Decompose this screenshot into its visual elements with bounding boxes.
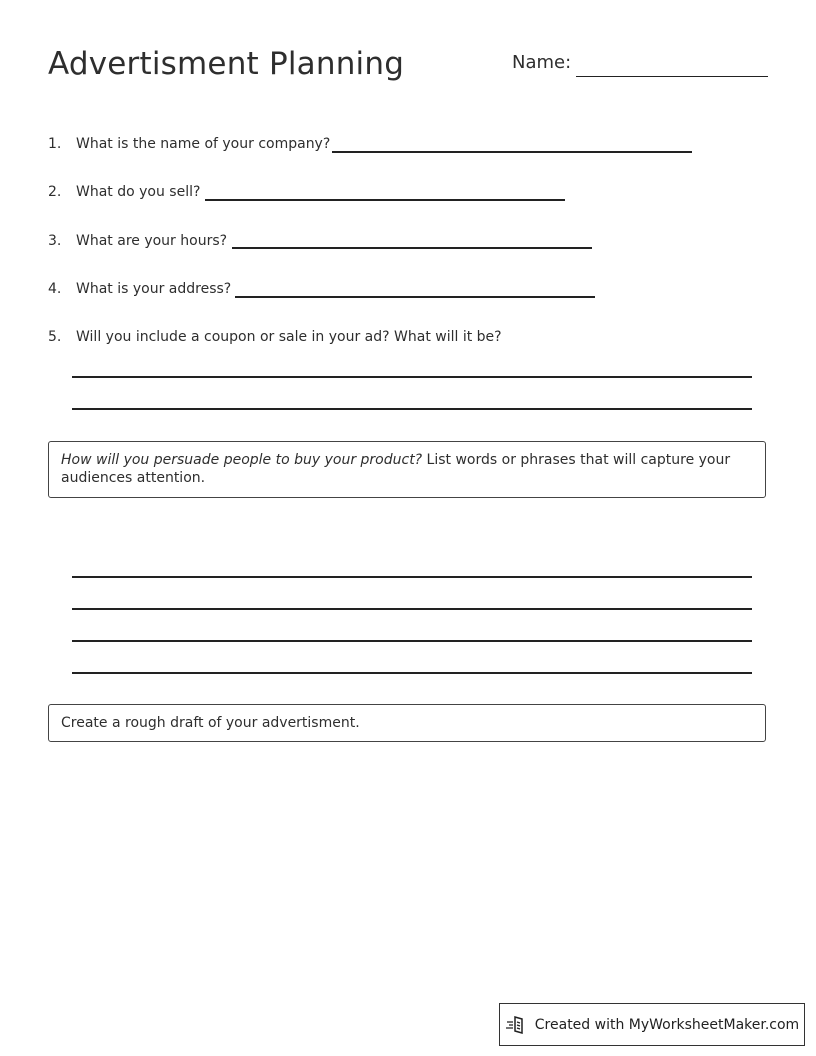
question-number: 4. xyxy=(48,281,62,297)
question-number: 3. xyxy=(48,233,62,249)
answer-line-1[interactable] xyxy=(332,151,692,153)
draft-instruction-box xyxy=(48,704,766,742)
question-text: What is your address? xyxy=(76,281,232,297)
name-field[interactable] xyxy=(576,76,768,77)
persuade-line-3[interactable] xyxy=(72,640,752,642)
page-title: Advertisment Planning xyxy=(48,46,405,82)
answer-line-3[interactable] xyxy=(232,247,592,249)
question-text: Will you include a coupon or sale in your ad? What will it be? xyxy=(76,329,502,345)
question-text: What is the name of your company? xyxy=(76,136,331,152)
persuade-question: How will you persuade people to buy your product? xyxy=(61,452,423,468)
question-number: 2. xyxy=(48,184,62,200)
name-label: Name: xyxy=(512,52,572,73)
answer-line-2[interactable] xyxy=(205,199,565,201)
question-number: 5. xyxy=(48,329,62,345)
answer-line-4[interactable] xyxy=(235,296,595,298)
footer-badge xyxy=(499,1003,805,1046)
answer-line-5a[interactable] xyxy=(72,376,752,378)
draft-instruction: Create a rough draft of your advertisment. xyxy=(61,715,360,731)
worksheet-maker-logo-icon xyxy=(505,1014,527,1036)
persuade-line-1[interactable] xyxy=(72,576,752,578)
persuade-line-4[interactable] xyxy=(72,672,752,674)
persuade-instruction-box xyxy=(48,441,766,498)
persuade-instruction: List words or phrases that will capture your audiences attention. xyxy=(61,452,731,486)
persuade-line-2[interactable] xyxy=(72,608,752,610)
question-text: What do you sell? xyxy=(76,184,201,200)
footer-text: Created with MyWorksheetMaker.com xyxy=(534,1016,800,1033)
question-text: What are your hours? xyxy=(76,233,228,249)
question-number: 1. xyxy=(48,136,62,152)
answer-line-5b[interactable] xyxy=(72,408,752,410)
